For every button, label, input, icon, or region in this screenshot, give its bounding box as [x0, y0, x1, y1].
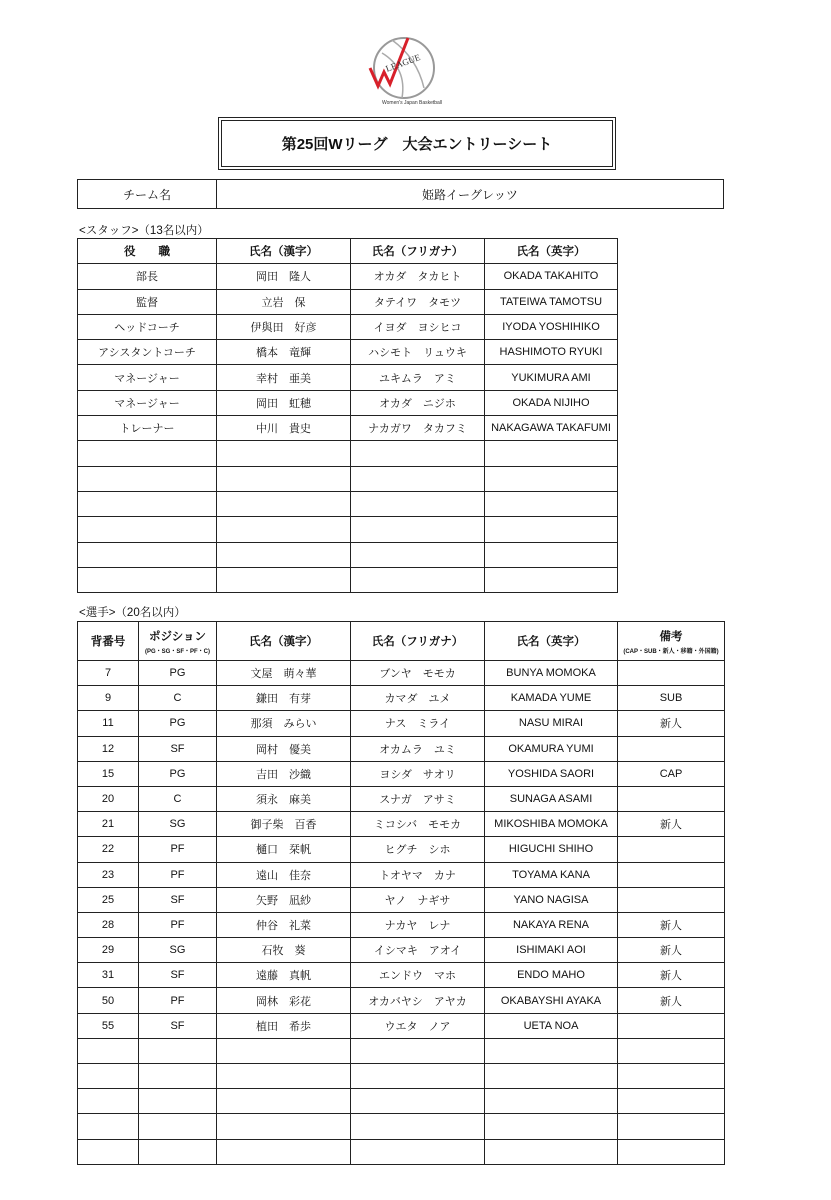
- remarks-cell: [618, 736, 725, 761]
- name-kanji-cell: [217, 1114, 351, 1139]
- name-kana-cell: オカダ タカヒト: [351, 264, 485, 289]
- number-cell: 15: [78, 761, 139, 786]
- name-kana-cell: ユキムラ アミ: [351, 365, 485, 390]
- number-cell: 11: [78, 711, 139, 736]
- staff-table: [77, 238, 618, 593]
- position-cell: [139, 1064, 217, 1089]
- role-cell: アシスタントコーチ: [78, 340, 217, 365]
- name-kana-cell: [351, 1139, 485, 1164]
- players-row: [78, 1114, 725, 1139]
- players-row: [78, 786, 725, 811]
- players-row: [78, 862, 725, 887]
- position-cell: PF: [139, 862, 217, 887]
- number-cell: [78, 1064, 139, 1089]
- remarks-cell: [618, 661, 725, 686]
- remarks-cell: 新人: [618, 912, 725, 937]
- players-section-label: <選手>（20名以内）: [79, 607, 186, 619]
- name-english-cell: MIKOSHIBA MOMOKA: [485, 812, 618, 837]
- players-row: [78, 938, 725, 963]
- name-english-cell: KAMADA YUME: [485, 686, 618, 711]
- staff-header-english: 氏名（英字）: [485, 239, 618, 264]
- number-cell: 7: [78, 661, 139, 686]
- staff-row: [78, 340, 618, 365]
- name-english-cell: SUNAGA ASAMI: [485, 786, 618, 811]
- name-english-cell: [485, 1114, 618, 1139]
- position-cell: PG: [139, 711, 217, 736]
- team-name: 姫路イーグレッツ: [422, 187, 518, 202]
- name-english-cell: ENDO MAHO: [485, 963, 618, 988]
- players-row: [78, 988, 725, 1013]
- name-kanji-cell: 岡林 彩花: [217, 988, 351, 1013]
- name-english-cell: NAKAGAWA TAKAFUMI: [485, 416, 618, 441]
- name-english-cell: YUKIMURA AMI: [485, 365, 618, 390]
- number-cell: 28: [78, 912, 139, 937]
- name-kana-cell: カマダ ユメ: [351, 686, 485, 711]
- players-row: [78, 837, 725, 862]
- name-kana-cell: イヨダ ヨシヒコ: [351, 314, 485, 339]
- position-cell: [139, 1139, 217, 1164]
- name-kanji-cell: 仲谷 礼菜: [217, 912, 351, 937]
- name-kanji-cell: 鎌田 有芽: [217, 686, 351, 711]
- staff-header-kanji: 氏名（漢字）: [217, 239, 351, 264]
- name-kanji-cell: [217, 517, 351, 542]
- name-kanji-cell: 岡田 隆人: [217, 264, 351, 289]
- name-kana-cell: ブンヤ モモカ: [351, 661, 485, 686]
- staff-header-kana: 氏名（フリガナ）: [351, 239, 485, 264]
- name-kanji-cell: 中川 貴史: [217, 416, 351, 441]
- name-kana-cell: ウエタ ノア: [351, 1013, 485, 1038]
- name-english-cell: [485, 542, 618, 567]
- remarks-cell: [618, 887, 725, 912]
- number-cell: 12: [78, 736, 139, 761]
- name-english-cell: HIGUCHI SHIHO: [485, 837, 618, 862]
- wleague-logo: [362, 28, 442, 108]
- players-row: [78, 812, 725, 837]
- team-row: [77, 179, 724, 209]
- staff-row: [78, 264, 618, 289]
- position-cell: PG: [139, 661, 217, 686]
- name-english-cell: IYODA YOSHIHIKO: [485, 314, 618, 339]
- role-cell: [78, 466, 217, 491]
- players-header-kanji: 氏名（漢字）: [217, 622, 351, 661]
- staff-header-role: 役 職: [78, 239, 217, 264]
- name-english-cell: ISHIMAKI AOI: [485, 938, 618, 963]
- name-english-cell: BUNYA MOMOKA: [485, 661, 618, 686]
- position-cell: PG: [139, 761, 217, 786]
- name-kanji-cell: 樋口 栞帆: [217, 837, 351, 862]
- name-kanji-cell: 御子柴 百香: [217, 812, 351, 837]
- role-cell: [78, 567, 217, 592]
- remarks-cell: [618, 1089, 725, 1114]
- name-kana-cell: [351, 567, 485, 592]
- name-english-cell: UETA NOA: [485, 1013, 618, 1038]
- remarks-cell: 新人: [618, 938, 725, 963]
- staff-row: [78, 517, 618, 542]
- players-header-position: [139, 622, 217, 661]
- staff-row: [78, 365, 618, 390]
- remarks-cell: [618, 1013, 725, 1038]
- name-english-cell: YANO NAGISA: [485, 887, 618, 912]
- name-kanji-cell: 石牧 葵: [217, 938, 351, 963]
- name-english-cell: [485, 491, 618, 516]
- name-english-cell: OKADA NIJIHO: [485, 390, 618, 415]
- role-cell: [78, 517, 217, 542]
- name-kana-cell: [351, 1089, 485, 1114]
- name-kana-cell: オカムラ ユミ: [351, 736, 485, 761]
- number-cell: 31: [78, 963, 139, 988]
- name-kana-cell: [351, 1064, 485, 1089]
- players-header-remarks: [618, 622, 725, 661]
- players-row: [78, 1139, 725, 1164]
- players-row: [78, 912, 725, 937]
- position-cell: SF: [139, 963, 217, 988]
- position-cell: [139, 1114, 217, 1139]
- name-kana-cell: [351, 1038, 485, 1063]
- name-english-cell: [485, 1064, 618, 1089]
- name-kana-cell: ヨシダ サオリ: [351, 761, 485, 786]
- name-english-cell: [485, 1139, 618, 1164]
- remarks-cell: 新人: [618, 988, 725, 1013]
- staff-row: [78, 466, 618, 491]
- players-row: [78, 887, 725, 912]
- svg-text:LEAGUE: LEAGUE: [384, 52, 422, 74]
- number-cell: 29: [78, 938, 139, 963]
- name-kanji-cell: 立岩 保: [217, 289, 351, 314]
- name-english-cell: NASU MIRAI: [485, 711, 618, 736]
- name-kanji-cell: [217, 1139, 351, 1164]
- players-row: [78, 963, 725, 988]
- name-kanji-cell: 植田 希歩: [217, 1013, 351, 1038]
- name-kana-cell: タテイワ タモツ: [351, 289, 485, 314]
- staff-row: [78, 491, 618, 516]
- role-cell: [78, 542, 217, 567]
- name-kana-cell: エンドウ マホ: [351, 963, 485, 988]
- number-cell: [78, 1139, 139, 1164]
- position-cell: SF: [139, 887, 217, 912]
- name-kanji-cell: 吉田 沙織: [217, 761, 351, 786]
- players-row: [78, 686, 725, 711]
- staff-row: [78, 390, 618, 415]
- name-english-cell: OKABAYSHI AYAKA: [485, 988, 618, 1013]
- staff-row: [78, 416, 618, 441]
- number-cell: 25: [78, 887, 139, 912]
- name-kana-cell: オカダ ニジホ: [351, 390, 485, 415]
- players-row: [78, 761, 725, 786]
- remarks-cell: [618, 1064, 725, 1089]
- name-kana-cell: イシマキ アオイ: [351, 938, 485, 963]
- players-row: [78, 1089, 725, 1114]
- players-row: [78, 1064, 725, 1089]
- name-kana-cell: ヒグチ シホ: [351, 837, 485, 862]
- name-kana-cell: [351, 542, 485, 567]
- position-cell: [139, 1089, 217, 1114]
- position-cell: C: [139, 786, 217, 811]
- remarks-cell: CAP: [618, 761, 725, 786]
- remarks-cell: [618, 862, 725, 887]
- name-kanji-cell: 幸村 亜美: [217, 365, 351, 390]
- players-header-number: 背番号: [78, 622, 139, 661]
- name-kanji-cell: 伊與田 好彦: [217, 314, 351, 339]
- remarks-cell: SUB: [618, 686, 725, 711]
- role-cell: マネージャー: [78, 365, 217, 390]
- name-kana-cell: オカバヤシ アヤカ: [351, 988, 485, 1013]
- name-kana-cell: スナガ アサミ: [351, 786, 485, 811]
- name-english-cell: [485, 517, 618, 542]
- players-row: [78, 661, 725, 686]
- name-kana-cell: ナカガワ タカフミ: [351, 416, 485, 441]
- role-cell: ヘッドコーチ: [78, 314, 217, 339]
- name-kana-cell: ハシモト リュウキ: [351, 340, 485, 365]
- name-english-cell: [485, 1038, 618, 1063]
- name-kanji-cell: 岡田 虹穂: [217, 390, 351, 415]
- name-kana-cell: [351, 466, 485, 491]
- remarks-cell: [618, 1038, 725, 1063]
- remarks-cell: [618, 1114, 725, 1139]
- remarks-cell: 新人: [618, 812, 725, 837]
- number-cell: [78, 1089, 139, 1114]
- staff-section-label: <スタッフ>（13名以内）: [79, 225, 209, 237]
- players-header-english: 氏名（英字）: [485, 622, 618, 661]
- name-kanji-cell: [217, 441, 351, 466]
- position-cell: C: [139, 686, 217, 711]
- staff-row: [78, 314, 618, 339]
- players-row: [78, 711, 725, 736]
- name-kanji-cell: [217, 1089, 351, 1114]
- number-cell: 22: [78, 837, 139, 862]
- remarks-header-label: 備考: [659, 630, 683, 643]
- role-cell: 監督: [78, 289, 217, 314]
- players-row: [78, 1038, 725, 1063]
- role-cell: マネージャー: [78, 390, 217, 415]
- number-cell: [78, 1114, 139, 1139]
- name-kana-cell: [351, 491, 485, 516]
- staff-row: [78, 289, 618, 314]
- players-row: [78, 1013, 725, 1038]
- remarks-cell: 新人: [618, 711, 725, 736]
- name-kana-cell: [351, 441, 485, 466]
- name-kanji-cell: 須永 麻美: [217, 786, 351, 811]
- name-kanji-cell: 橋本 竜輝: [217, 340, 351, 365]
- players-header-kana: 氏名（フリガナ）: [351, 622, 485, 661]
- name-kanji-cell: [217, 1064, 351, 1089]
- name-english-cell: [485, 567, 618, 592]
- name-kanji-cell: 文屋 萌々華: [217, 661, 351, 686]
- position-cell: PF: [139, 988, 217, 1013]
- remarks-cell: [618, 1139, 725, 1164]
- number-cell: 21: [78, 812, 139, 837]
- name-kana-cell: トオヤマ カナ: [351, 862, 485, 887]
- name-english-cell: [485, 1089, 618, 1114]
- position-cell: [139, 1038, 217, 1063]
- name-english-cell: OKADA TAKAHITO: [485, 264, 618, 289]
- position-header-label: ポジション: [149, 630, 206, 643]
- name-kanji-cell: [217, 466, 351, 491]
- role-cell: トレーナー: [78, 416, 217, 441]
- name-kana-cell: ナカヤ レナ: [351, 912, 485, 937]
- page-title: 第25回Wリーグ 大会エントリーシート: [218, 117, 616, 170]
- role-cell: [78, 441, 217, 466]
- name-english-cell: OKAMURA YUMI: [485, 736, 618, 761]
- name-kana-cell: ヤノ ナギサ: [351, 887, 485, 912]
- number-cell: 50: [78, 988, 139, 1013]
- name-english-cell: YOSHIDA SAORI: [485, 761, 618, 786]
- remarks-cell: [618, 786, 725, 811]
- name-kana-cell: ナス ミライ: [351, 711, 485, 736]
- name-kana-cell: ミコシバ モモカ: [351, 812, 485, 837]
- name-english-cell: TOYAMA KANA: [485, 862, 618, 887]
- position-cell: PF: [139, 837, 217, 862]
- team-label: チーム名: [78, 180, 217, 208]
- staff-row: [78, 441, 618, 466]
- role-cell: [78, 491, 217, 516]
- position-header-note: (PG・SG・SF・PF・C): [144, 648, 210, 655]
- number-cell: 23: [78, 862, 139, 887]
- staff-row: [78, 567, 618, 592]
- position-cell: SG: [139, 812, 217, 837]
- name-english-cell: NAKAYA RENA: [485, 912, 618, 937]
- name-english-cell: [485, 466, 618, 491]
- svg-text:Women's Japan Basketball: Women's Japan Basketball: [382, 100, 442, 106]
- number-cell: 20: [78, 786, 139, 811]
- name-kanji-cell: [217, 491, 351, 516]
- staff-row: [78, 542, 618, 567]
- name-kana-cell: [351, 517, 485, 542]
- name-english-cell: HASHIMOTO RYUKI: [485, 340, 618, 365]
- remarks-cell: 新人: [618, 963, 725, 988]
- position-cell: SF: [139, 736, 217, 761]
- name-kanji-cell: 那須 みらい: [217, 711, 351, 736]
- role-cell: 部長: [78, 264, 217, 289]
- name-kanji-cell: 岡村 優美: [217, 736, 351, 761]
- players-row: [78, 736, 725, 761]
- name-kana-cell: [351, 1114, 485, 1139]
- name-kanji-cell: 遠藤 真帆: [217, 963, 351, 988]
- position-cell: SG: [139, 938, 217, 963]
- name-english-cell: [485, 441, 618, 466]
- number-cell: 55: [78, 1013, 139, 1038]
- name-kanji-cell: [217, 1038, 351, 1063]
- name-kanji-cell: 矢野 凪紗: [217, 887, 351, 912]
- position-cell: PF: [139, 912, 217, 937]
- players-table: [77, 621, 725, 1165]
- name-english-cell: TATEIWA TAMOTSU: [485, 289, 618, 314]
- position-cell: SF: [139, 1013, 217, 1038]
- number-cell: [78, 1038, 139, 1063]
- number-cell: 9: [78, 686, 139, 711]
- remarks-header-note: (CAP・SUB・新人・移籍・外国籍): [623, 648, 719, 655]
- name-kanji-cell: 遠山 佳奈: [217, 862, 351, 887]
- remarks-cell: [618, 837, 725, 862]
- name-kanji-cell: [217, 567, 351, 592]
- name-kanji-cell: [217, 542, 351, 567]
